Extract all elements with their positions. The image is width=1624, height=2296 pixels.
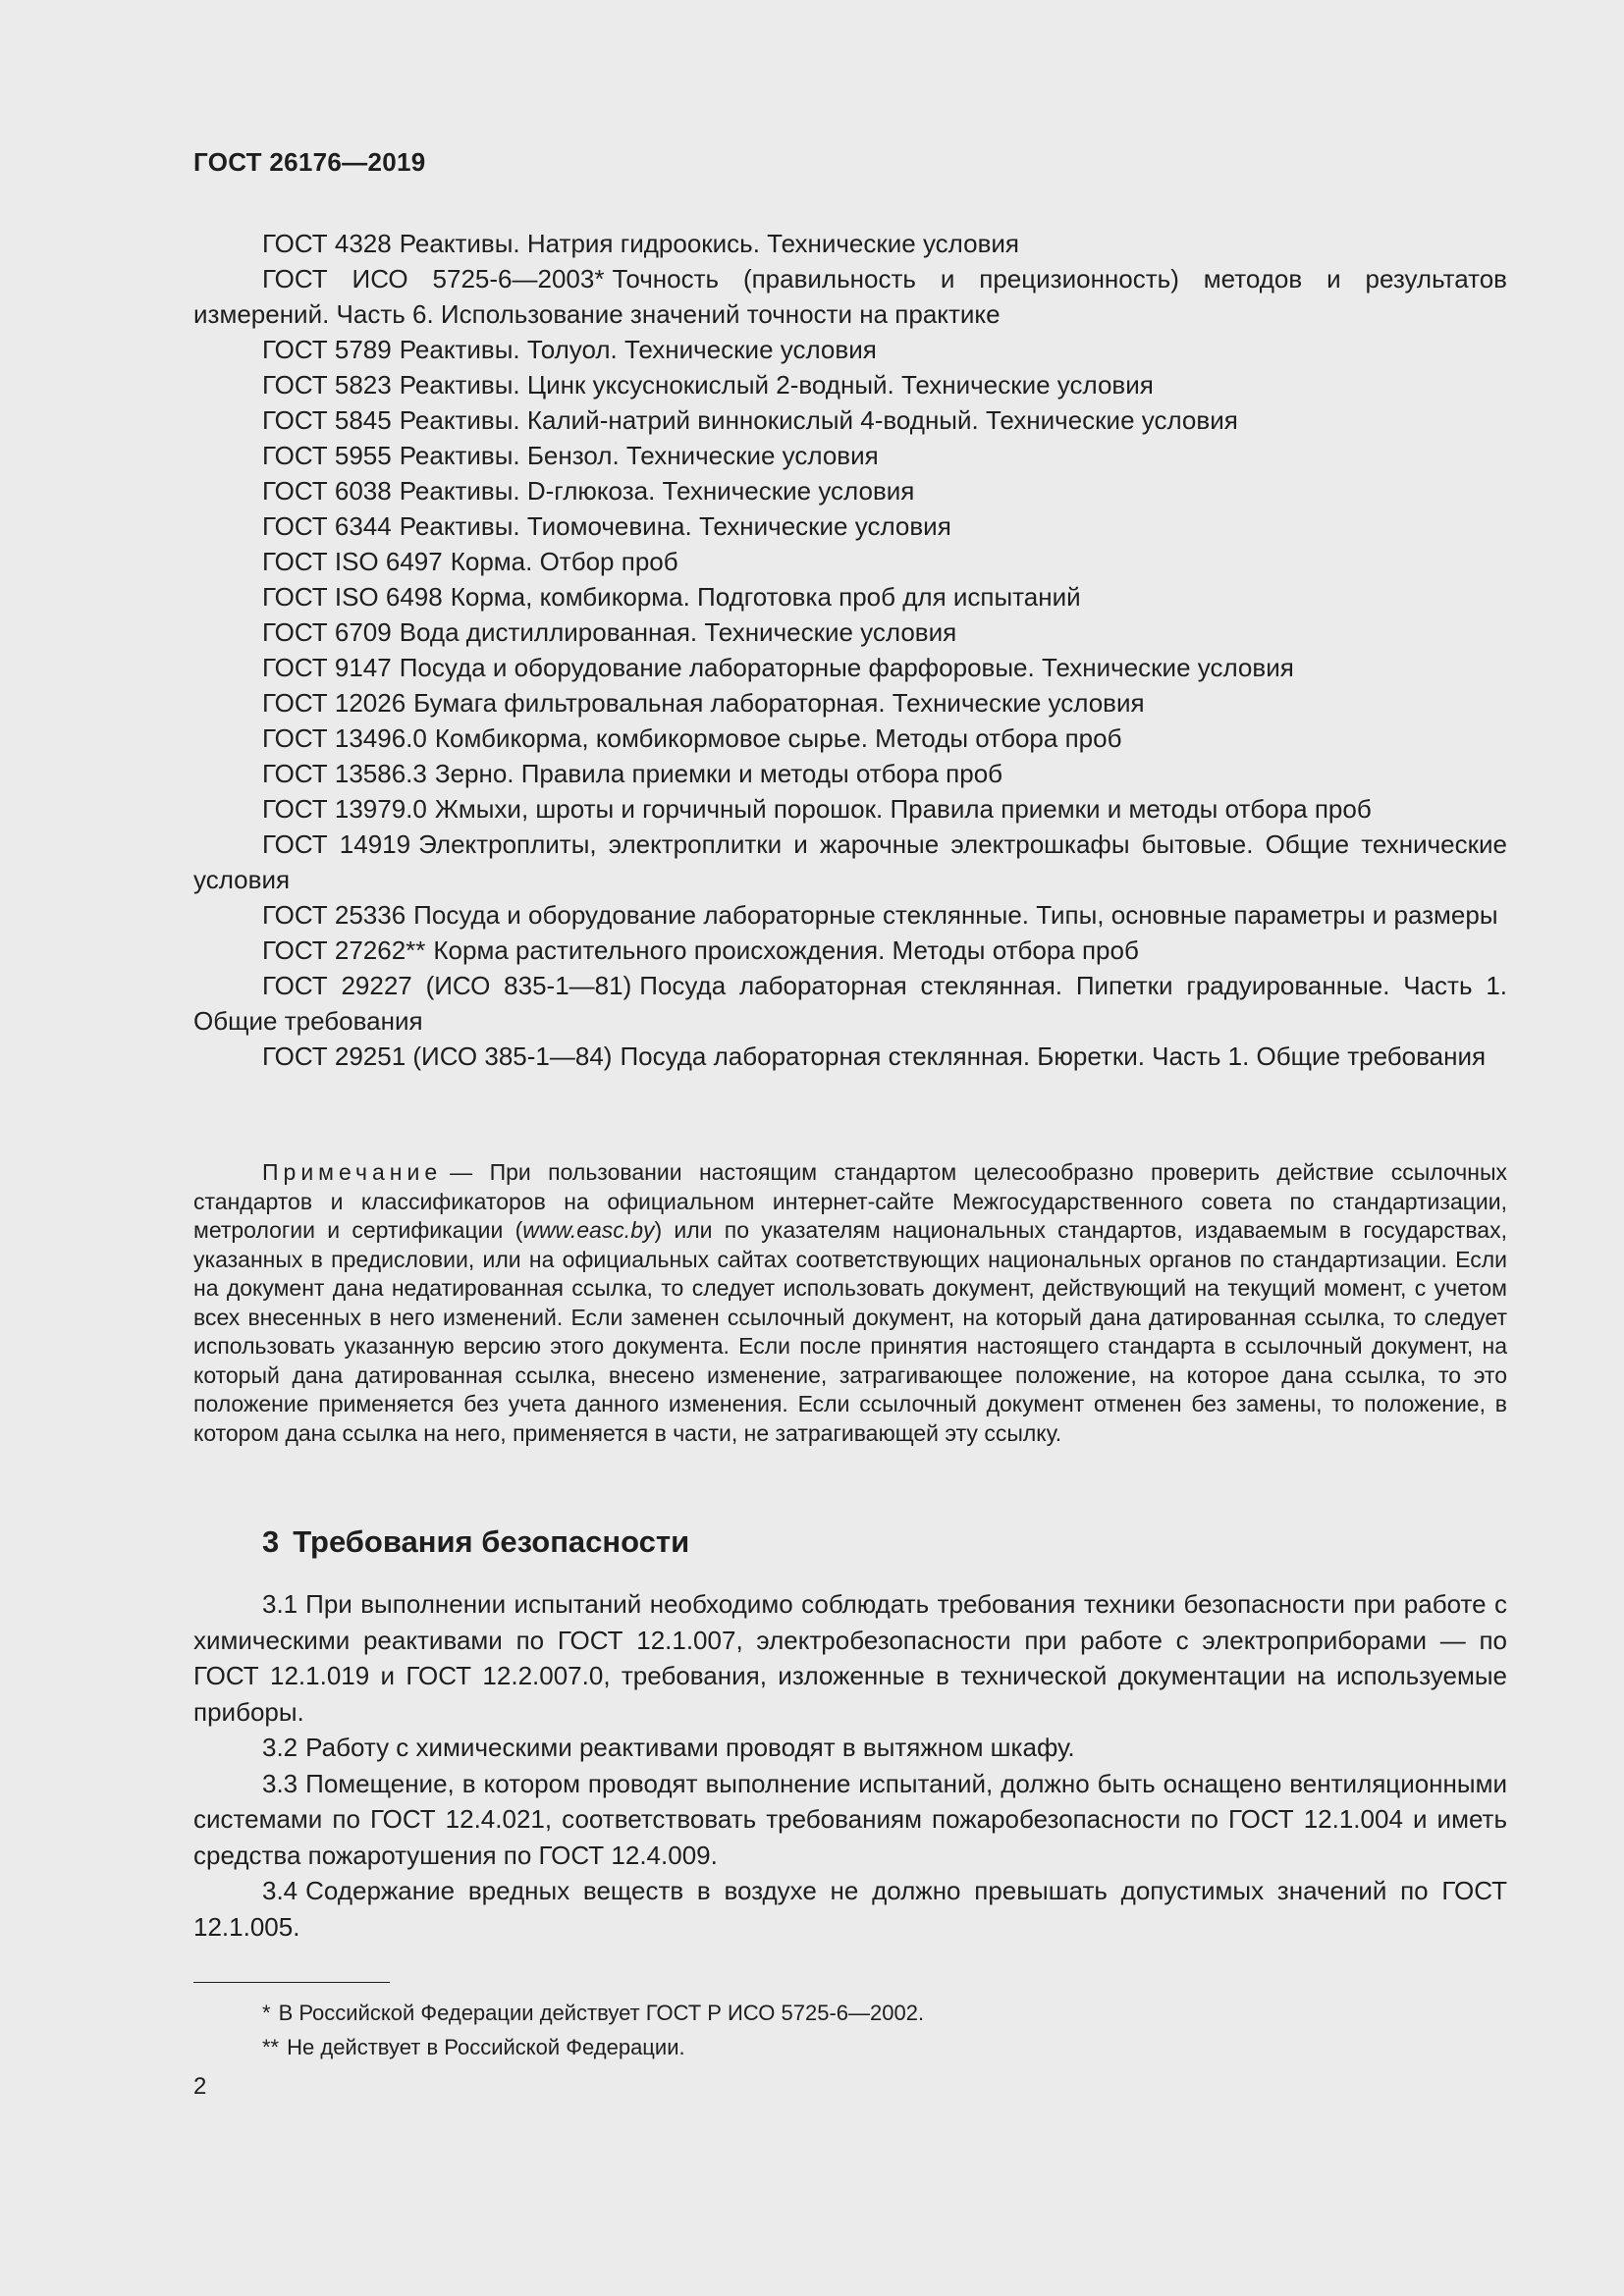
reference-title: Корма. Отбор проб: [450, 547, 678, 576]
reference-code: ГОСТ 25336: [262, 900, 406, 930]
requirement-item: [193, 1873, 1507, 1945]
reference-item: [193, 402, 1507, 438]
reference-item: [193, 685, 1507, 721]
reference-title: Реактивы. Натрия гидроокись. Технические условия: [399, 229, 1020, 258]
reference-title: Реактивы. Тиомочевина. Технические условия: [399, 511, 951, 541]
reference-item: [193, 367, 1507, 402]
reference-item: [193, 827, 1507, 897]
reference-code: ГОСТ ISO 6498: [262, 582, 443, 612]
requirement-text: Помещение, в котором проводят выполнение испытаний, должно быть оснащено вентиляционными системами по ГОСТ 12.4.021, соответствовать требованиям пожаробезопасности по ГОСТ 12.1.004 и иметь средства пожаротушения по ГОСТ 12.4.009.: [193, 1768, 1507, 1870]
requirement-item: [193, 1730, 1507, 1766]
reference-item: [193, 791, 1507, 827]
section-heading: [262, 1524, 689, 1560]
reference-code: ГОСТ 5845: [262, 405, 392, 435]
reference-item: [193, 332, 1507, 367]
reference-code: ГОСТ 27262**: [262, 935, 426, 965]
reference-title: Электроплиты, электроплитки и жарочные электрошкафы бытовые. Общие технические условия: [193, 829, 1507, 894]
reference-item: [193, 544, 1507, 579]
requirement-number: 3.3: [262, 1768, 298, 1798]
reference-item: [193, 508, 1507, 544]
reference-item: [193, 897, 1507, 933]
requirement-text: Содержание вредных веществ в воздухе не должно превышать допустимых значений по ГОСТ 12.1.005.: [193, 1876, 1507, 1942]
reference-title: Посуда лабораторная стеклянная. Пипетки градуированные. Часть 1. Общие требования: [193, 971, 1508, 1036]
reference-title: Жмыхи, шроты и горчичный порошок. Правила приемки и методы отбора проб: [434, 794, 1372, 824]
reference-title: Реактивы. Бензол. Технические условия: [399, 441, 879, 470]
reference-item: [193, 650, 1507, 685]
reference-item: [193, 1039, 1507, 1074]
requirement-text: Работу с химическими реактивами проводят в вытяжном шкафу.: [305, 1733, 1075, 1762]
footnote-item: [262, 1996, 1507, 2030]
reference-code: ГОСТ 6038: [262, 476, 392, 506]
reference-title: Точность (правильность и прецизионность) методов и результатов измерений. Часть 6. Использование значений точности на практике: [193, 264, 1507, 329]
footnote-item: [262, 2030, 1507, 2064]
reference-code: ГОСТ 6709: [262, 617, 392, 647]
requirement-item: [193, 1766, 1507, 1874]
requirement-text: При выполнении испытаний необходимо соблюдать требования техники безопасности при работе с химическими реактивами по ГОСТ 12.1.007, электробезопасности при работе с электроприборами — по ГОСТ 12.1.019 и ГОСТ 12.2.007.0, требования, изложенные в технической документации на используемые приборы.: [193, 1589, 1507, 1727]
reference-item: [193, 473, 1507, 508]
requirement-number: 3.4: [262, 1876, 298, 1905]
footnote-divider: [193, 1982, 390, 1983]
reference-title: Реактивы. Толуол. Технические условия: [399, 335, 877, 364]
note-link: www.easc.by: [522, 1217, 655, 1243]
reference-title: Бумага фильтровальная лабораторная. Технические условия: [413, 688, 1145, 718]
reference-code: ГОСТ ISO 6497: [262, 547, 443, 576]
footnote-mark: *: [262, 2001, 271, 2025]
note-text-after: ) или по указателям национальных стандартов, издаваемым в государствах, указанных в предисловии, или на официальных сайтах соответствующих национальных органов по стандартизации. Если на документ дана недатированная ссылка, то следует использовать документ, действующий на текущий момент, с учетом всех внесенных в него изменений. Если заменен ссылочный документ, на который дана датированная ссылка, то следует использовать указанную версию этого документа. Если после принятия настоящего стандарта в ссылочный документ, на который дана датированная ссылка, внесено изменение, затрагивающее положение, на которое дана ссылка, то это положение применяется без учета данного изменения. Если ссылочный документ отменен без замены, то положение, в котором дана ссылка на него, применяется в части, не затрагивающей эту ссылку.: [193, 1217, 1507, 1446]
requirement-item: [193, 1586, 1507, 1730]
reference-item: [193, 968, 1507, 1039]
reference-title: Реактивы. Калий-натрий виннокислый 4-водный. Технические условия: [399, 405, 1238, 435]
note-label: Примечание: [262, 1159, 443, 1185]
reference-code: ГОСТ 5789: [262, 335, 392, 364]
reference-item: [193, 579, 1507, 614]
normative-references-list: [193, 226, 1507, 1074]
reference-code: ГОСТ 12026: [262, 688, 406, 718]
reference-code: ГОСТ 9147: [262, 653, 392, 682]
reference-title: Посуда и оборудование лабораторные стеклянные. Типы, основные параметры и размеры: [413, 900, 1498, 930]
requirement-number: 3.2: [262, 1733, 298, 1762]
note-text-before: — При пользовании настоящим стандартом целесообразно проверить действие ссылочных стандартов и классификаторов на официальном интернет-сайте Межгосударственного совета по стандартизации, метрологии и сертификации (: [193, 1159, 1507, 1243]
reference-code: ГОСТ ИСО 5725-6—2003*: [262, 264, 605, 294]
reference-code: ГОСТ 29227 (ИСО 835-1—81): [262, 971, 632, 1000]
footnote-text: Не действует в Российской Федерации.: [287, 2035, 685, 2059]
note-paragraph: [193, 1158, 1507, 1448]
reference-title: Реактивы. D-глюкоза. Технические условия: [399, 476, 915, 506]
reference-code: ГОСТ 6344: [262, 511, 392, 541]
section-title: Требования безопасности: [293, 1524, 690, 1559]
requirement-number: 3.1: [262, 1589, 298, 1619]
page-number: 2: [193, 2073, 207, 2100]
reference-code: ГОСТ 13586.3: [262, 759, 427, 788]
reference-title: Корма растительного происхождения. Методы отбора проб: [433, 935, 1139, 965]
section-number: 3: [262, 1524, 280, 1559]
reference-title: Реактивы. Цинк уксуснокислый 2-водный. Технические условия: [399, 370, 1154, 400]
reference-item: [193, 261, 1507, 332]
reference-item: [193, 756, 1507, 791]
reference-code: ГОСТ 5955: [262, 441, 392, 470]
reference-title: Зерно. Правила приемки и методы отбора проб: [434, 759, 1003, 788]
reference-item: [193, 721, 1507, 756]
reference-item: [193, 226, 1507, 261]
reference-title: Посуда лабораторная стеклянная. Бюретки. Часть 1. Общие требования: [620, 1041, 1487, 1071]
reference-title: Комбикорма, комбикормовое сырье. Методы отбора проб: [434, 723, 1122, 753]
document-header: ГОСТ 26176—2019: [193, 147, 426, 177]
requirements-list: [193, 1586, 1507, 1945]
reference-code: ГОСТ 4328: [262, 229, 392, 258]
reference-code: ГОСТ 29251 (ИСО 385-1—84): [262, 1041, 613, 1071]
reference-code: ГОСТ 14919: [262, 829, 411, 859]
reference-title: Вода дистиллированная. Технические условия: [399, 617, 957, 647]
reference-item: [193, 438, 1507, 473]
footnote-mark: **: [262, 2035, 280, 2059]
footnote-text: В Российской Федерации действует ГОСТ Р ИСО 5725-6—2002.: [278, 2001, 925, 2025]
reference-code: ГОСТ 13979.0: [262, 794, 427, 824]
reference-item: [193, 933, 1507, 968]
reference-item: [193, 614, 1507, 650]
reference-code: ГОСТ 13496.0: [262, 723, 427, 753]
reference-code: ГОСТ 5823: [262, 370, 392, 400]
reference-title: Посуда и оборудование лабораторные фарфоровые. Технические условия: [399, 653, 1294, 682]
reference-title: Корма, комбикорма. Подготовка проб для испытаний: [450, 582, 1081, 612]
footnotes: [262, 1996, 1507, 2064]
